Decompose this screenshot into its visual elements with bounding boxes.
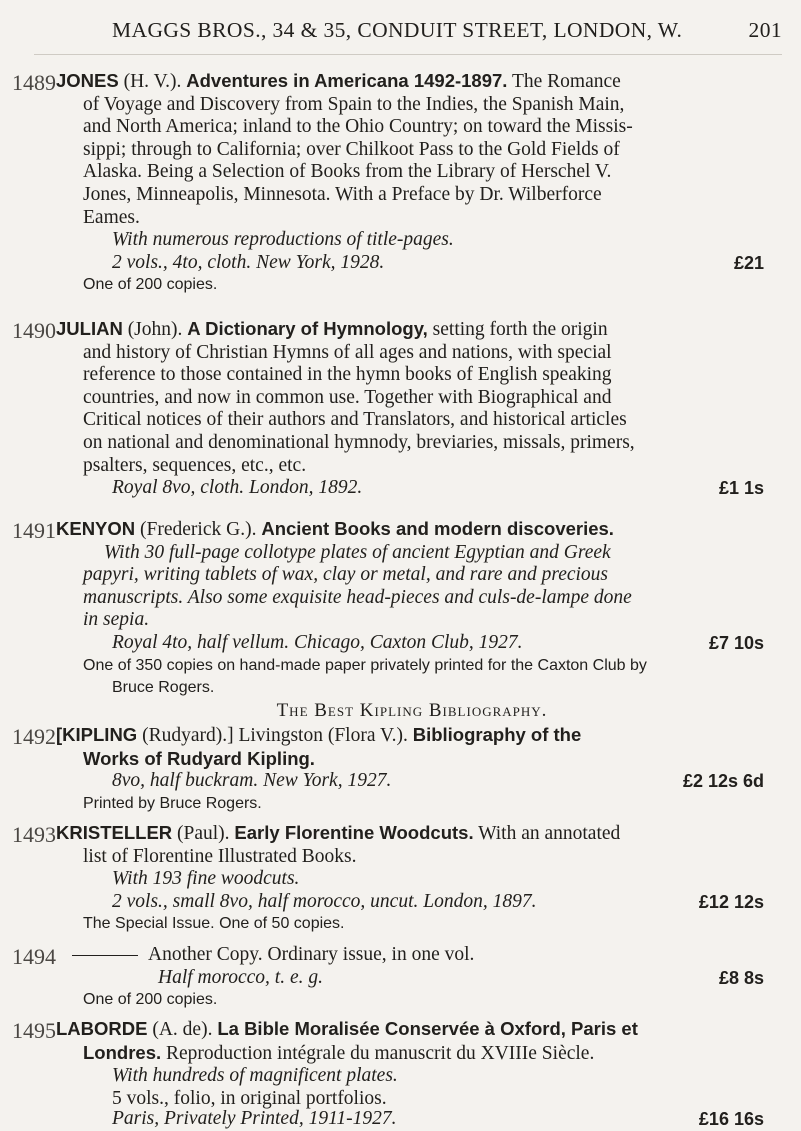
entry-title: Adventures in Americana 1492-1897.	[186, 70, 508, 91]
header-rule	[34, 54, 782, 55]
entry-author: JULIAN	[56, 318, 123, 339]
entry-format: Paris, Privately Printed, 1911-1927.	[112, 1108, 397, 1130]
entry-illustrations: With 193 fine woodcuts.	[112, 868, 300, 890]
entry-author-rest: (Paul).	[172, 823, 230, 844]
entry-author: KENYON	[56, 518, 136, 539]
entry-text	[56, 822, 768, 936]
entry-price: £12 12s	[698, 891, 764, 912]
entry-title: Early Florentine Woodcuts.	[234, 822, 474, 843]
entry-desc: reference to those contained in the hymn books of English speaking	[83, 364, 612, 386]
entry-illustrations: papyri, writing tablets of wax, clay or metal, and rare and precious	[83, 564, 609, 586]
entry-note: One of 200 copies.	[83, 276, 218, 294]
entry-desc: and history of Christian Hymns of all ages and nations, with special	[83, 341, 612, 363]
entry-desc: Reproduction intégrale du manuscrit du XVIIIe Siècle.	[161, 1042, 595, 1064]
entry-desc: on national and denominational hymnody, breviaries, missals, primers,	[83, 431, 635, 453]
entry-title: La Bible Moralisée Conservée à Oxford, Paris et	[217, 1018, 638, 1039]
entry-desc: With an annotated	[473, 823, 621, 844]
entry-desc: sippi; through to California; over Chilkoot Pass to the Gold Fields of	[83, 138, 620, 160]
entry-desc: Critical notices of their authors and Translators, and historical articles	[83, 409, 627, 431]
entry-format: 2 vols., small 8vo, half morocco, uncut. London, 1897.	[112, 890, 537, 912]
entry-price: £2 12s 6d	[682, 771, 764, 792]
entry-text	[56, 318, 768, 500]
entry-price: £7 10s	[708, 632, 764, 653]
entry-desc: Another Copy. Ordinary issue, in one vol.	[148, 944, 475, 965]
ditto-dash	[72, 955, 138, 956]
entry-illustrations: With hundreds of magnificent plates.	[112, 1065, 398, 1087]
entry-title: Ancient Books and modern discoveries.	[261, 518, 614, 539]
entry-format: Half morocco, t. e. g.	[158, 966, 323, 988]
entry-text	[56, 944, 768, 1012]
entry-author: [KIPLING	[56, 724, 138, 745]
entry-desc: Alaska. Being a Selection of Books from the Library of Herschel V.	[83, 161, 612, 183]
page-number: 201	[748, 18, 782, 42]
entry-desc: and North America; inland to the Ohio Country; on toward the Missis-	[83, 116, 633, 138]
entry-author-rest: (H. V.).	[118, 71, 182, 92]
entry-format: 5 vols., folio, in original portfolios.	[112, 1087, 387, 1109]
entry-note: Bruce Rogers.	[112, 679, 215, 697]
entry-title: A Dictionary of Hymnology,	[187, 318, 428, 339]
entry-desc: Jones, Minneapolis, Minnesota. With a Preface by Dr. Wilberforce	[83, 183, 602, 205]
page-header	[112, 18, 782, 43]
entry-title: Works of Rudyard Kipling.	[83, 747, 315, 769]
entry-number: 1493	[12, 822, 56, 847]
entry-format: Royal 4to, half vellum. Chicago, Caxton Club, 1927.	[112, 631, 523, 653]
entry-title: Londres.	[83, 1041, 162, 1063]
entry-number: 1494	[12, 944, 56, 969]
entry-text	[56, 724, 768, 815]
entry-price: £1 1s	[718, 478, 764, 499]
entry-number: 1491	[12, 518, 56, 543]
entry-text	[56, 518, 768, 700]
entry-illustrations: in sepia.	[83, 609, 150, 631]
entry-format: 2 vols., 4to, cloth. New York, 1928.	[112, 251, 385, 273]
entry-illustrations: With 30 full-page collotype plates of ancient Egyptian and Greek	[104, 541, 611, 563]
entry-desc: setting forth the origin	[427, 319, 608, 340]
entry-note: One of 200 copies.	[83, 991, 218, 1009]
entry-desc: countries, and now in common use. Together with Biographical and	[83, 386, 612, 408]
entry-author-rest: (John).	[122, 319, 183, 340]
entry-price: £21	[733, 252, 764, 273]
entry-author-rest: (A. de).	[147, 1019, 213, 1040]
entry-text	[56, 1018, 768, 1131]
entry-desc: Eames.	[83, 206, 140, 228]
entry-note: The Special Issue. One of 50 copies.	[83, 915, 345, 933]
entry-note: Printed by Bruce Rogers.	[83, 794, 262, 812]
entry-desc: list of Florentine Illustrated Books.	[83, 845, 357, 867]
entry-author-rest: (Frederick G.).	[135, 519, 257, 540]
entry-desc: The Romance	[507, 71, 621, 92]
entry-author: KRISTELLER	[56, 822, 173, 843]
entry-number: 1489	[12, 70, 56, 95]
entry-title: Bibliography of the	[412, 724, 582, 745]
entry-format: Royal 8vo, cloth. London, 1892.	[112, 477, 363, 499]
entry-author: LABORDE	[56, 1018, 148, 1039]
entry-number: 1490	[12, 318, 56, 343]
entry-author: JONES	[56, 70, 119, 91]
entry-desc: of Voyage and Discovery from Spain to the Indies, the Spanish Main,	[83, 93, 625, 115]
entry-author-rest: (Rudyard).] Livingston (Flora V.).	[137, 725, 408, 746]
entry-text	[56, 70, 768, 297]
entry-desc: psalters, sequences, etc., etc.	[83, 454, 307, 476]
entry-price: £16 16s	[698, 1109, 764, 1130]
entry-number: 1492	[12, 724, 56, 749]
entry-price: £8 8s	[718, 967, 764, 988]
entry-number: 1495	[12, 1018, 56, 1043]
header-text: MAGGS BROS., 34 & 35, CONDUIT STREET, LONDON, W.	[112, 18, 683, 42]
entry-format: 8vo, half buckram. New York, 1927.	[112, 770, 392, 792]
entry-note: One of 350 copies on hand-made paper privately printed for the Caxton Club by	[83, 656, 647, 674]
entry-illustrations: manuscripts. Also some exquisite head-pieces and culs-de-lampe done	[83, 586, 632, 608]
section-heading: The Best Kipling Bibliography.	[276, 700, 548, 721]
entry-illustrations: With numerous reproductions of title-pages.	[112, 229, 454, 251]
